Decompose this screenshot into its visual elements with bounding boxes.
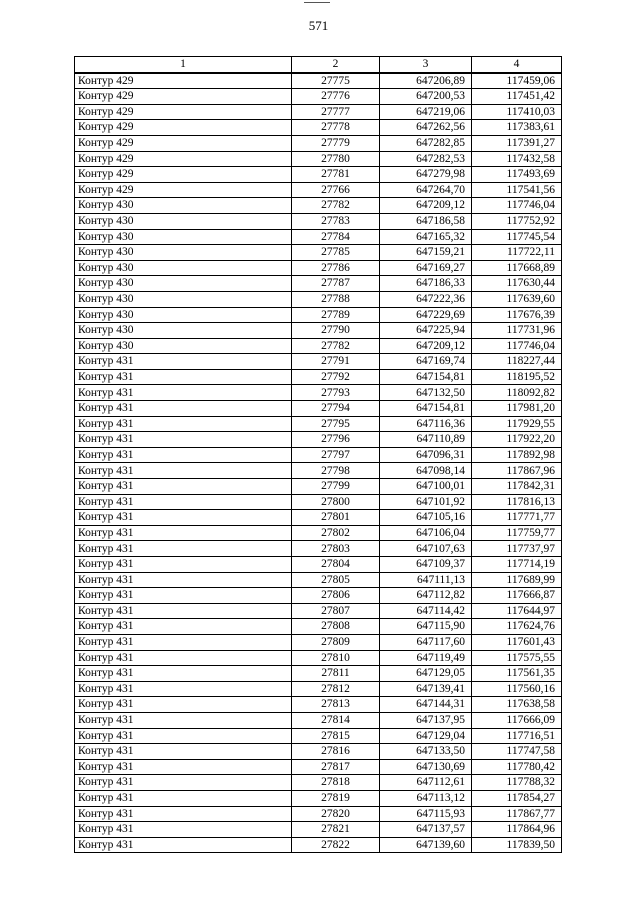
- y-coordinate-cell: 117714,19: [472, 557, 562, 573]
- x-coordinate-cell: 647154,81: [380, 401, 472, 417]
- table-body: [75, 73, 562, 853]
- table-row: [75, 557, 562, 573]
- y-coordinate-cell: 117842,31: [472, 479, 562, 495]
- point-number-cell: 27781: [292, 167, 380, 183]
- x-coordinate-cell: 647105,16: [380, 510, 472, 526]
- point-number-cell: 27784: [292, 229, 380, 245]
- y-coordinate-cell: 117666,87: [472, 588, 562, 604]
- point-number-cell: 27806: [292, 588, 380, 604]
- x-coordinate-cell: 647129,04: [380, 728, 472, 744]
- table-row: [75, 806, 562, 822]
- y-coordinate-cell: 117752,92: [472, 213, 562, 229]
- table-row: [75, 666, 562, 682]
- point-number-cell: 27803: [292, 541, 380, 557]
- table-row: [75, 229, 562, 245]
- point-number-cell: 27776: [292, 89, 380, 105]
- page-number: 571: [308, 18, 329, 33]
- contour-name-cell: Контур 429: [75, 104, 292, 120]
- point-number-cell: 27791: [292, 354, 380, 370]
- x-coordinate-cell: 647186,33: [380, 276, 472, 292]
- y-coordinate-cell: 117981,20: [472, 401, 562, 417]
- point-number-cell: 27815: [292, 728, 380, 744]
- x-coordinate-cell: 647139,60: [380, 837, 472, 853]
- contour-name-cell: Контур 429: [75, 135, 292, 151]
- y-coordinate-cell: 117771,77: [472, 510, 562, 526]
- x-coordinate-cell: 647109,37: [380, 557, 472, 573]
- point-number-cell: 27813: [292, 697, 380, 713]
- point-number-cell: 27800: [292, 494, 380, 510]
- x-coordinate-cell: 647115,90: [380, 619, 472, 635]
- point-number-cell: 27808: [292, 619, 380, 635]
- contour-name-cell: Контур 431: [75, 666, 292, 682]
- table-row: [75, 712, 562, 728]
- x-coordinate-cell: 647264,70: [380, 182, 472, 198]
- y-coordinate-cell: 117493,69: [472, 167, 562, 183]
- point-number-cell: 27804: [292, 557, 380, 573]
- contour-name-cell: Контур 431: [75, 572, 292, 588]
- y-coordinate-cell: 117746,04: [472, 338, 562, 354]
- x-coordinate-cell: 647130,69: [380, 759, 472, 775]
- y-coordinate-cell: 118195,52: [472, 369, 562, 385]
- table-row: [75, 260, 562, 276]
- contour-name-cell: Контур 431: [75, 603, 292, 619]
- x-coordinate-cell: 647100,01: [380, 479, 472, 495]
- table-row: [75, 588, 562, 604]
- contour-name-cell: Контур 431: [75, 790, 292, 806]
- table-row: [75, 619, 562, 635]
- table-row: [75, 385, 562, 401]
- point-number-cell: 27801: [292, 510, 380, 526]
- contour-name-cell: Контур 430: [75, 323, 292, 339]
- contour-name-cell: Контур 431: [75, 822, 292, 838]
- x-coordinate-cell: 647165,32: [380, 229, 472, 245]
- point-number-cell: 27766: [292, 182, 380, 198]
- x-coordinate-cell: 647229,69: [380, 307, 472, 323]
- y-coordinate-cell: 117746,04: [472, 198, 562, 214]
- point-number-cell: 27778: [292, 120, 380, 136]
- top-dash-mark: [304, 2, 330, 3]
- point-number-cell: 27780: [292, 151, 380, 167]
- point-number-cell: 27793: [292, 385, 380, 401]
- y-coordinate-cell: 117737,97: [472, 541, 562, 557]
- table-row: [75, 120, 562, 136]
- contour-name-cell: Контур 430: [75, 307, 292, 323]
- table-row: [75, 323, 562, 339]
- contour-name-cell: Контур 429: [75, 89, 292, 105]
- column-header-4: 4: [472, 57, 562, 73]
- x-coordinate-cell: 647282,53: [380, 151, 472, 167]
- contour-name-cell: Контур 429: [75, 73, 292, 89]
- y-coordinate-cell: 118092,82: [472, 385, 562, 401]
- contour-name-cell: Контур 431: [75, 447, 292, 463]
- table-row: [75, 416, 562, 432]
- y-coordinate-cell: 117638,58: [472, 697, 562, 713]
- contour-name-cell: Контур 431: [75, 744, 292, 760]
- point-number-cell: 27810: [292, 650, 380, 666]
- point-number-cell: 27817: [292, 759, 380, 775]
- point-number-cell: 27818: [292, 775, 380, 791]
- x-coordinate-cell: 647101,92: [380, 494, 472, 510]
- x-coordinate-cell: 647112,61: [380, 775, 472, 791]
- y-coordinate-cell: 117747,58: [472, 744, 562, 760]
- x-coordinate-cell: 647114,42: [380, 603, 472, 619]
- y-coordinate-cell: 117867,77: [472, 806, 562, 822]
- y-coordinate-cell: 117731,96: [472, 323, 562, 339]
- x-coordinate-cell: 647137,95: [380, 712, 472, 728]
- y-coordinate-cell: 117451,42: [472, 89, 562, 105]
- table-row: [75, 463, 562, 479]
- contour-name-cell: Контур 431: [75, 728, 292, 744]
- contour-name-cell: Контур 431: [75, 463, 292, 479]
- y-coordinate-cell: 117668,89: [472, 260, 562, 276]
- x-coordinate-cell: 647129,05: [380, 666, 472, 682]
- point-number-cell: 27802: [292, 525, 380, 541]
- table-row: [75, 650, 562, 666]
- y-coordinate-cell: 117839,50: [472, 837, 562, 853]
- y-coordinate-cell: 117410,03: [472, 104, 562, 120]
- table-row: [75, 338, 562, 354]
- point-number-cell: 27809: [292, 634, 380, 650]
- contour-name-cell: Контур 430: [75, 338, 292, 354]
- point-number-cell: 27814: [292, 712, 380, 728]
- contour-name-cell: Контур 429: [75, 182, 292, 198]
- point-number-cell: 27782: [292, 198, 380, 214]
- x-coordinate-cell: 647117,60: [380, 634, 472, 650]
- column-header-3: 3: [380, 57, 472, 73]
- table-row: [75, 354, 562, 370]
- table-row: [75, 634, 562, 650]
- x-coordinate-cell: 647112,82: [380, 588, 472, 604]
- table-row: [75, 775, 562, 791]
- coordinates-table: [74, 56, 562, 853]
- point-number-cell: 27787: [292, 276, 380, 292]
- point-number-cell: 27783: [292, 213, 380, 229]
- contour-name-cell: Контур 431: [75, 416, 292, 432]
- x-coordinate-cell: 647169,74: [380, 354, 472, 370]
- y-coordinate-cell: 117575,55: [472, 650, 562, 666]
- contour-name-cell: Контур 431: [75, 557, 292, 573]
- y-coordinate-cell: 117432,58: [472, 151, 562, 167]
- y-coordinate-cell: 117854,27: [472, 790, 562, 806]
- x-coordinate-cell: 647154,81: [380, 369, 472, 385]
- x-coordinate-cell: 647116,36: [380, 416, 472, 432]
- point-number-cell: 27790: [292, 323, 380, 339]
- table-row: [75, 447, 562, 463]
- contour-name-cell: Контур 431: [75, 775, 292, 791]
- y-coordinate-cell: 117722,11: [472, 245, 562, 261]
- table-row: [75, 291, 562, 307]
- contour-name-cell: Контур 431: [75, 681, 292, 697]
- point-number-cell: 27797: [292, 447, 380, 463]
- contour-name-cell: Контур 431: [75, 510, 292, 526]
- y-coordinate-cell: 117922,20: [472, 432, 562, 448]
- table-row: [75, 135, 562, 151]
- x-coordinate-cell: 647279,98: [380, 167, 472, 183]
- point-number-cell: 27807: [292, 603, 380, 619]
- contour-name-cell: Контур 431: [75, 541, 292, 557]
- table-row: [75, 728, 562, 744]
- table-row: [75, 213, 562, 229]
- point-number-cell: 27794: [292, 401, 380, 417]
- y-coordinate-cell: 117541,56: [472, 182, 562, 198]
- x-coordinate-cell: 647222,36: [380, 291, 472, 307]
- y-coordinate-cell: 117630,44: [472, 276, 562, 292]
- y-coordinate-cell: 117780,42: [472, 759, 562, 775]
- table-row: [75, 89, 562, 105]
- contour-name-cell: Контур 431: [75, 837, 292, 853]
- x-coordinate-cell: 647159,21: [380, 245, 472, 261]
- x-coordinate-cell: 647219,06: [380, 104, 472, 120]
- contour-name-cell: Контур 431: [75, 759, 292, 775]
- y-coordinate-cell: 117624,76: [472, 619, 562, 635]
- contour-name-cell: Контур 431: [75, 712, 292, 728]
- x-coordinate-cell: 647119,49: [380, 650, 472, 666]
- y-coordinate-cell: 117644,97: [472, 603, 562, 619]
- x-coordinate-cell: 647200,53: [380, 89, 472, 105]
- contour-name-cell: Контур 431: [75, 354, 292, 370]
- table-row: [75, 681, 562, 697]
- point-number-cell: 27782: [292, 338, 380, 354]
- contour-name-cell: Контур 431: [75, 525, 292, 541]
- contour-name-cell: Контур 430: [75, 276, 292, 292]
- point-number-cell: 27792: [292, 369, 380, 385]
- table-row: [75, 182, 562, 198]
- y-coordinate-cell: 117788,32: [472, 775, 562, 791]
- y-coordinate-cell: 117816,13: [472, 494, 562, 510]
- point-number-cell: 27777: [292, 104, 380, 120]
- y-coordinate-cell: 117639,60: [472, 291, 562, 307]
- table-row: [75, 697, 562, 713]
- x-coordinate-cell: 647209,12: [380, 198, 472, 214]
- x-coordinate-cell: 647206,89: [380, 73, 472, 89]
- y-coordinate-cell: 117666,09: [472, 712, 562, 728]
- table-row: [75, 432, 562, 448]
- x-coordinate-cell: 647186,58: [380, 213, 472, 229]
- y-coordinate-cell: 117892,98: [472, 447, 562, 463]
- point-number-cell: 27816: [292, 744, 380, 760]
- contour-name-cell: Контур 430: [75, 245, 292, 261]
- x-coordinate-cell: 647225,94: [380, 323, 472, 339]
- contour-name-cell: Контур 431: [75, 369, 292, 385]
- contour-name-cell: Контур 431: [75, 697, 292, 713]
- contour-name-cell: Контур 429: [75, 151, 292, 167]
- point-number-cell: 27789: [292, 307, 380, 323]
- point-number-cell: 27812: [292, 681, 380, 697]
- table-row: [75, 572, 562, 588]
- table-row: [75, 510, 562, 526]
- x-coordinate-cell: 647144,31: [380, 697, 472, 713]
- table-row: [75, 759, 562, 775]
- y-coordinate-cell: 117864,96: [472, 822, 562, 838]
- x-coordinate-cell: 647110,89: [380, 432, 472, 448]
- point-number-cell: 27811: [292, 666, 380, 682]
- x-coordinate-cell: 647111,13: [380, 572, 472, 588]
- x-coordinate-cell: 647098,14: [380, 463, 472, 479]
- contour-name-cell: Контур 431: [75, 432, 292, 448]
- table-row: [75, 541, 562, 557]
- table-row: [75, 307, 562, 323]
- contour-name-cell: Контур 430: [75, 198, 292, 214]
- y-coordinate-cell: 117561,35: [472, 666, 562, 682]
- table-row: [75, 822, 562, 838]
- point-number-cell: 27795: [292, 416, 380, 432]
- point-number-cell: 27779: [292, 135, 380, 151]
- point-number-cell: 27821: [292, 822, 380, 838]
- y-coordinate-cell: 117716,51: [472, 728, 562, 744]
- table-row: [75, 276, 562, 292]
- table-header-row: [75, 57, 562, 73]
- contour-name-cell: Контур 429: [75, 167, 292, 183]
- y-coordinate-cell: 117676,39: [472, 307, 562, 323]
- table-row: [75, 401, 562, 417]
- table-row: [75, 167, 562, 183]
- table-row: [75, 744, 562, 760]
- y-coordinate-cell: 117601,43: [472, 634, 562, 650]
- x-coordinate-cell: 647137,57: [380, 822, 472, 838]
- x-coordinate-cell: 647096,31: [380, 447, 472, 463]
- y-coordinate-cell: 117383,61: [472, 120, 562, 136]
- x-coordinate-cell: 647106,04: [380, 525, 472, 541]
- table-row: [75, 73, 562, 89]
- contour-name-cell: Контур 431: [75, 385, 292, 401]
- point-number-cell: 27796: [292, 432, 380, 448]
- x-coordinate-cell: 647115,93: [380, 806, 472, 822]
- point-number-cell: 27775: [292, 73, 380, 89]
- x-coordinate-cell: 647139,41: [380, 681, 472, 697]
- x-coordinate-cell: 647262,56: [380, 120, 472, 136]
- table-row: [75, 369, 562, 385]
- point-number-cell: 27788: [292, 291, 380, 307]
- contour-name-cell: Контур 431: [75, 806, 292, 822]
- table-row: [75, 494, 562, 510]
- contour-name-cell: Контур 431: [75, 401, 292, 417]
- table-row: [75, 479, 562, 495]
- point-number-cell: 27805: [292, 572, 380, 588]
- table-row: [75, 790, 562, 806]
- y-coordinate-cell: 117391,27: [472, 135, 562, 151]
- y-coordinate-cell: 117745,54: [472, 229, 562, 245]
- table-row: [75, 245, 562, 261]
- column-header-1: 1: [75, 57, 292, 73]
- y-coordinate-cell: 117560,16: [472, 681, 562, 697]
- y-coordinate-cell: 117459,06: [472, 73, 562, 89]
- point-number-cell: 27786: [292, 260, 380, 276]
- y-coordinate-cell: 118227,44: [472, 354, 562, 370]
- table-row: [75, 603, 562, 619]
- y-coordinate-cell: 117867,96: [472, 463, 562, 479]
- y-coordinate-cell: 117759,77: [472, 525, 562, 541]
- y-coordinate-cell: 117929,55: [472, 416, 562, 432]
- point-number-cell: 27785: [292, 245, 380, 261]
- contour-name-cell: Контур 431: [75, 619, 292, 635]
- contour-name-cell: Контур 429: [75, 120, 292, 136]
- x-coordinate-cell: 647209,12: [380, 338, 472, 354]
- x-coordinate-cell: 647107,63: [380, 541, 472, 557]
- point-number-cell: 27819: [292, 790, 380, 806]
- table-row: [75, 198, 562, 214]
- x-coordinate-cell: 647282,85: [380, 135, 472, 151]
- contour-name-cell: Контур 430: [75, 229, 292, 245]
- table-row: [75, 837, 562, 853]
- contour-name-cell: Контур 431: [75, 494, 292, 510]
- contour-name-cell: Контур 431: [75, 588, 292, 604]
- y-coordinate-cell: 117689,99: [472, 572, 562, 588]
- contour-name-cell: Контур 430: [75, 291, 292, 307]
- table-row: [75, 525, 562, 541]
- table-row: [75, 151, 562, 167]
- contour-name-cell: Контур 431: [75, 634, 292, 650]
- contour-name-cell: Контур 430: [75, 260, 292, 276]
- column-header-2: 2: [292, 57, 380, 73]
- x-coordinate-cell: 647132,50: [380, 385, 472, 401]
- x-coordinate-cell: 647169,27: [380, 260, 472, 276]
- contour-name-cell: Контур 431: [75, 479, 292, 495]
- contour-name-cell: Контур 431: [75, 650, 292, 666]
- point-number-cell: 27820: [292, 806, 380, 822]
- x-coordinate-cell: 647133,50: [380, 744, 472, 760]
- table-row: [75, 104, 562, 120]
- point-number-cell: 27822: [292, 837, 380, 853]
- contour-name-cell: Контур 430: [75, 213, 292, 229]
- point-number-cell: 27798: [292, 463, 380, 479]
- point-number-cell: 27799: [292, 479, 380, 495]
- x-coordinate-cell: 647113,12: [380, 790, 472, 806]
